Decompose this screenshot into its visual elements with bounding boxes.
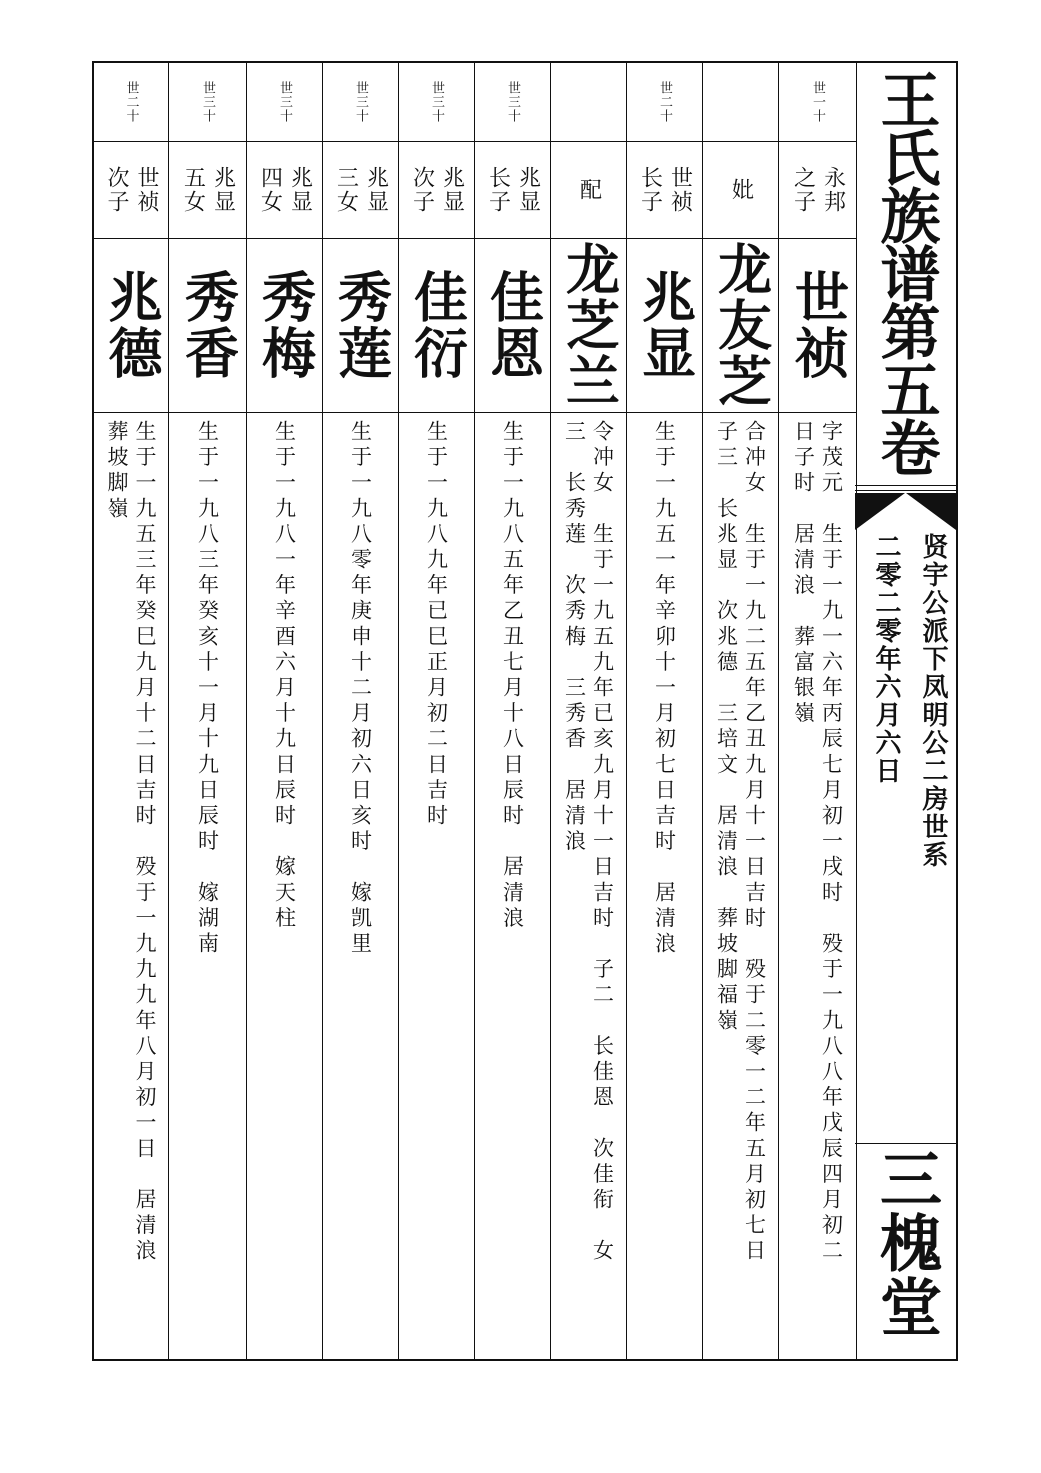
entry-column-5 (475, 63, 551, 1359)
relation-label: 兆显 五女 (180, 165, 236, 214)
person-biography: 生于一九八五年乙丑七月十八日辰时 居清浪 (500, 420, 525, 932)
relation-label: 兆显 三女 (333, 165, 389, 214)
title-column (855, 63, 956, 1359)
relation-label: 世祯 长子 (637, 165, 693, 214)
lineage-subtitle: 贤宇公派下凤明公二房世系 (918, 533, 948, 869)
title-divider (855, 485, 956, 486)
person-biography: 生于一九八九年已巳正月初二日吉时 (424, 420, 449, 830)
entry-column-10 (94, 63, 169, 1359)
generation-label: 世三十 (277, 81, 292, 123)
entry-column-4 (551, 63, 627, 1359)
relation-label: 兆显 次子 (409, 165, 465, 214)
person-name: 兆显 (633, 269, 697, 381)
person-name: 佳恩 (481, 269, 545, 381)
person-name: 世祯 (786, 269, 850, 381)
title-divider-double (855, 490, 956, 491)
relation-label: 世祯 次子 (104, 165, 159, 214)
generation-label: 世三十 (505, 81, 520, 123)
person-biography: 生于一九五三年癸巳九月十二日吉时 殁于一九九九年八月初一日 居清浪 葬坡脚嶺 (105, 420, 157, 1265)
person-biography: 字茂元 生于一九一六年丙辰七月初一戌时 殁于一九八八年戊辰四月初二 日子时 居清浪 葬富银嶺 (791, 420, 844, 1265)
relation-label: 永邦 之子 (790, 165, 846, 214)
fishtail-left-ornament (855, 493, 905, 530)
relation-label: 妣 (728, 177, 754, 202)
generation-label: 世二十 (657, 81, 672, 123)
entry-column-2 (703, 63, 779, 1359)
genealogy-page (92, 61, 958, 1361)
relation-label: 兆显 长子 (485, 165, 541, 214)
hall-divider (855, 1143, 956, 1144)
relation-label: 配 (576, 177, 602, 202)
entry-column-7 (323, 63, 399, 1359)
person-name: 秀莲 (329, 269, 393, 381)
relation-label: 兆显 四女 (257, 165, 313, 214)
person-name: 佳衍 (405, 269, 469, 381)
person-name: 龙芝兰 (557, 241, 621, 409)
generation-label: 世三十 (429, 81, 444, 123)
person-biography: 生于一九八零年庚申十二月初六日亥时 嫁凯里 (348, 420, 373, 958)
person-biography: 生于一九八一年辛酉六月十九日辰时 嫁天柱 (272, 420, 297, 932)
entry-column-9 (169, 63, 247, 1359)
entry-column-1 (779, 63, 857, 1359)
generation-label: 世二十 (123, 81, 139, 123)
person-biography: 合冲女 生于一九二五年乙丑九月十一日吉时 殁于二零一二年五月初七日 子三 长兆显 次兆德 三培文 居清浪 葬坡脚福嶺 (714, 420, 767, 1265)
person-name: 秀梅 (253, 269, 317, 381)
fishtail-right-ornament (906, 493, 956, 530)
generation-label: 世三十 (200, 81, 215, 123)
hall-name: 三槐堂 (869, 1147, 943, 1339)
person-name: 龙友芝 (709, 241, 773, 409)
compiled-date: 二零二零年六月六日 (871, 533, 901, 785)
entry-column-8 (247, 63, 323, 1359)
book-title: 王氏族谱第五卷 (870, 69, 941, 475)
person-name: 兆德 (100, 269, 163, 381)
person-biography: 令冲女 生于一九五九年已亥九月十一日吉时 子二 长佳恩 次佳衔 女 三 长秀莲 次秀梅 三秀香 居清浪 (562, 420, 615, 1265)
generation-label: 世一十 (810, 81, 825, 123)
entry-column-6 (399, 63, 475, 1359)
generation-label: 世三十 (353, 81, 368, 123)
entry-column-3 (627, 63, 703, 1359)
person-biography: 生于一九五一年辛卯十一月初七日吉时 居清浪 (652, 420, 677, 958)
person-name: 秀香 (176, 269, 240, 381)
person-biography: 生于一九八三年癸亥十一月十九日辰时 嫁湖南 (195, 420, 220, 958)
